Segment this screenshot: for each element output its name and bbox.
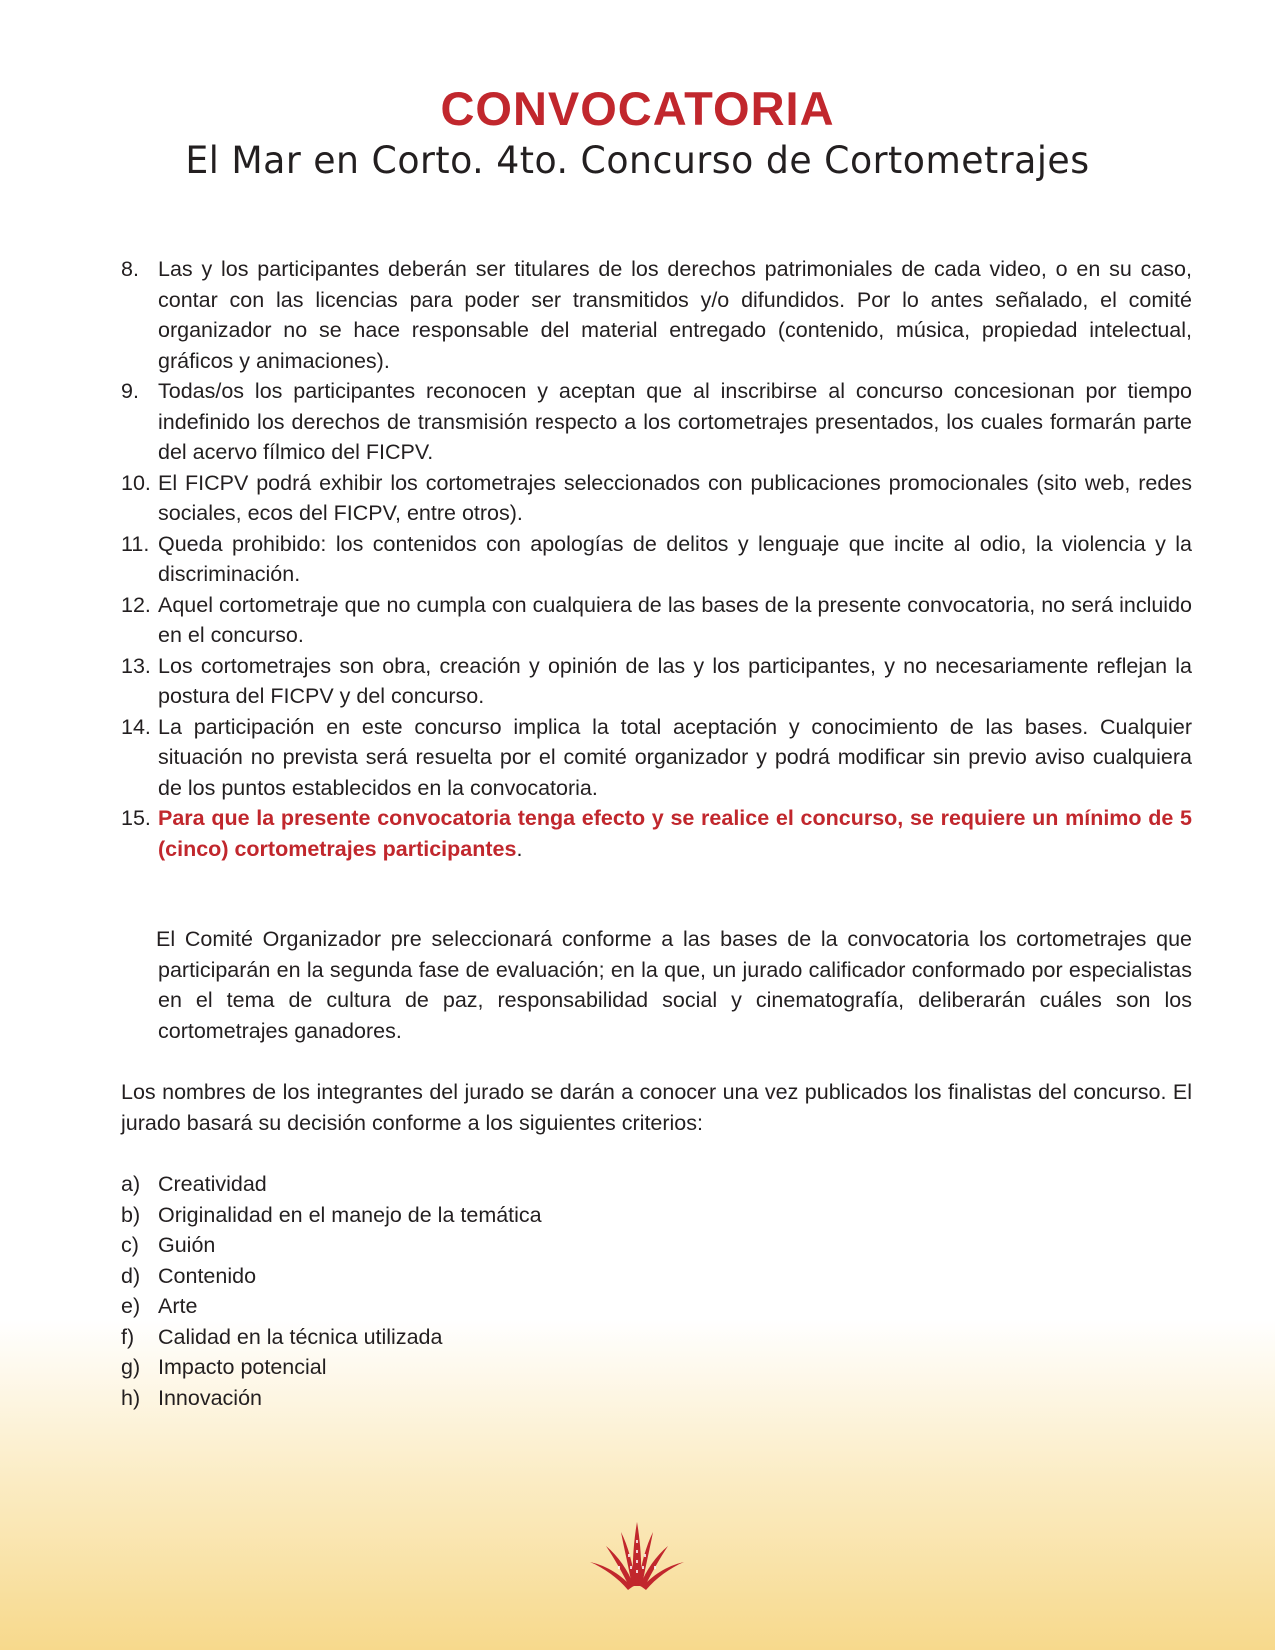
committee-paragraph: El Comité Organizador pre seleccionará conforme a las bases de la convocatoria los cortometrajes que participarán en la segunda fase de evaluación; en la que, un jurado calificador conformado por especialistas en el tema de cultura de paz, responsabilidad social y cinematografía, deliberarán cuáles son los cortometrajes ganadores. — [156, 927, 1192, 1043]
rule-text: Los cortometrajes son obra, creación y opinión de las y los participantes, y no necesariamente reflejan la postura del FICPV y del concurso. — [158, 653, 1192, 708]
rule-number: 10. — [121, 470, 151, 495]
rule-item — [121, 529, 1192, 590]
document-body — [121, 254, 1192, 1413]
rule-text: Todas/os los participantes reconocen y aceptan que al inscribirse al concurso concesionan por tiempo indefinido los derechos de transmisión respecto a los cortometrajes presentados, los cuales formarán parte del acervo fílmico del FICPV. — [158, 379, 1192, 464]
criteria-item — [121, 1230, 1192, 1261]
criteria-letter: c) — [121, 1233, 139, 1257]
header — [0, 80, 1275, 184]
agave-logo-icon — [588, 1520, 686, 1592]
rule-item — [121, 590, 1192, 651]
criteria-text: Innovación — [158, 1385, 262, 1410]
criteria-item — [121, 1352, 1192, 1383]
rule-item — [121, 651, 1192, 712]
criteria-text: Arte — [158, 1294, 198, 1318]
rule-number: 8. — [121, 257, 139, 281]
criteria-text: Calidad en la técnica utilizada — [158, 1324, 443, 1349]
rule-item — [121, 712, 1192, 804]
rule-text: Aquel cortometraje que no cumpla con cualquiera de las bases de la presente convocatoria, no será incluido en el concurso. — [158, 592, 1192, 647]
criteria-list — [121, 1169, 1192, 1413]
rule-number: 15. — [121, 806, 151, 830]
rule-text: La participación en este concurso implica la total aceptación y conocimiento de las bases. Cualquier situación no prevista será resuelta por el comité organizador y podrá modificar sin previo aviso cualquiera de los puntos establecidos en la convocatoria. — [158, 714, 1192, 800]
rule-text: El FICPV podrá exhibir los cortometrajes seleccionados con publicaciones promocionales (sito web, redes sociales, ecos del FICPV, entre otros). — [158, 470, 1192, 525]
page-title: CONVOCATORIA — [440, 82, 835, 135]
criteria-item — [121, 1322, 1192, 1353]
criteria-item — [121, 1200, 1192, 1231]
criteria-item — [121, 1261, 1192, 1292]
rule-text: Queda prohibido: los contenidos con apologías de delitos y lenguaje que incite al odio, la violencia y la discriminación. — [158, 531, 1192, 586]
criteria-letter: a) — [121, 1172, 141, 1196]
criteria-letter: b) — [121, 1202, 141, 1227]
jury-paragraph: Los nombres de los integrantes del jurado se darán a conocer una vez publicados los finalistas del concurso. El jurado basará su decisión conforme a los siguientes criterios: — [121, 1080, 1192, 1135]
criteria-text: Guión — [158, 1233, 216, 1257]
criteria-text: Impacto potencial — [158, 1355, 327, 1379]
criteria-item — [121, 1169, 1192, 1200]
criteria-text: Originalidad en el manejo de la temática — [158, 1202, 542, 1227]
rules-list — [121, 254, 1192, 864]
criteria-letter: h) — [121, 1385, 141, 1410]
rule-number: 12. — [121, 592, 151, 617]
rule-item-highlight — [121, 803, 1192, 864]
rule-item — [121, 468, 1192, 529]
page-subtitle: El Mar en Corto. 4to. Concurso de Cortometrajes — [185, 139, 1090, 182]
rule-item — [121, 254, 1192, 376]
rule-text-highlight — [158, 803, 1192, 864]
rule-period: . — [516, 836, 523, 861]
rule-number: 9. — [121, 379, 139, 403]
criteria-letter: g) — [121, 1355, 141, 1379]
criteria-letter: f) — [121, 1324, 135, 1349]
criteria-letter: d) — [121, 1263, 141, 1288]
rule-text: Las y los participantes deberán ser titulares de los derechos patrimoniales de cada video, o en su caso, contar con las licencias para poder ser transmitidos y/o difundidos. Por lo antes señalado, el comité organizador no se hace responsable del material entregado (contenido, música, propiedad intelectual, gráficos y animaciones). — [158, 257, 1192, 373]
criteria-item — [121, 1291, 1192, 1322]
rule-number: 14. — [121, 714, 151, 739]
criteria-letter: e) — [121, 1294, 141, 1318]
criteria-text: Contenido — [158, 1263, 257, 1288]
rule-item — [121, 376, 1192, 468]
criteria-text: Creatividad — [158, 1172, 267, 1196]
rule-highlight-text: Para que la presente convocatoria tenga efecto y se realice el concurso, se requiere un mínimo de 5 (cinco) cortometrajes participantes — [158, 806, 1192, 861]
criteria-item — [121, 1383, 1192, 1414]
rule-number: 13. — [121, 653, 151, 678]
rule-number: 11. — [121, 531, 150, 556]
